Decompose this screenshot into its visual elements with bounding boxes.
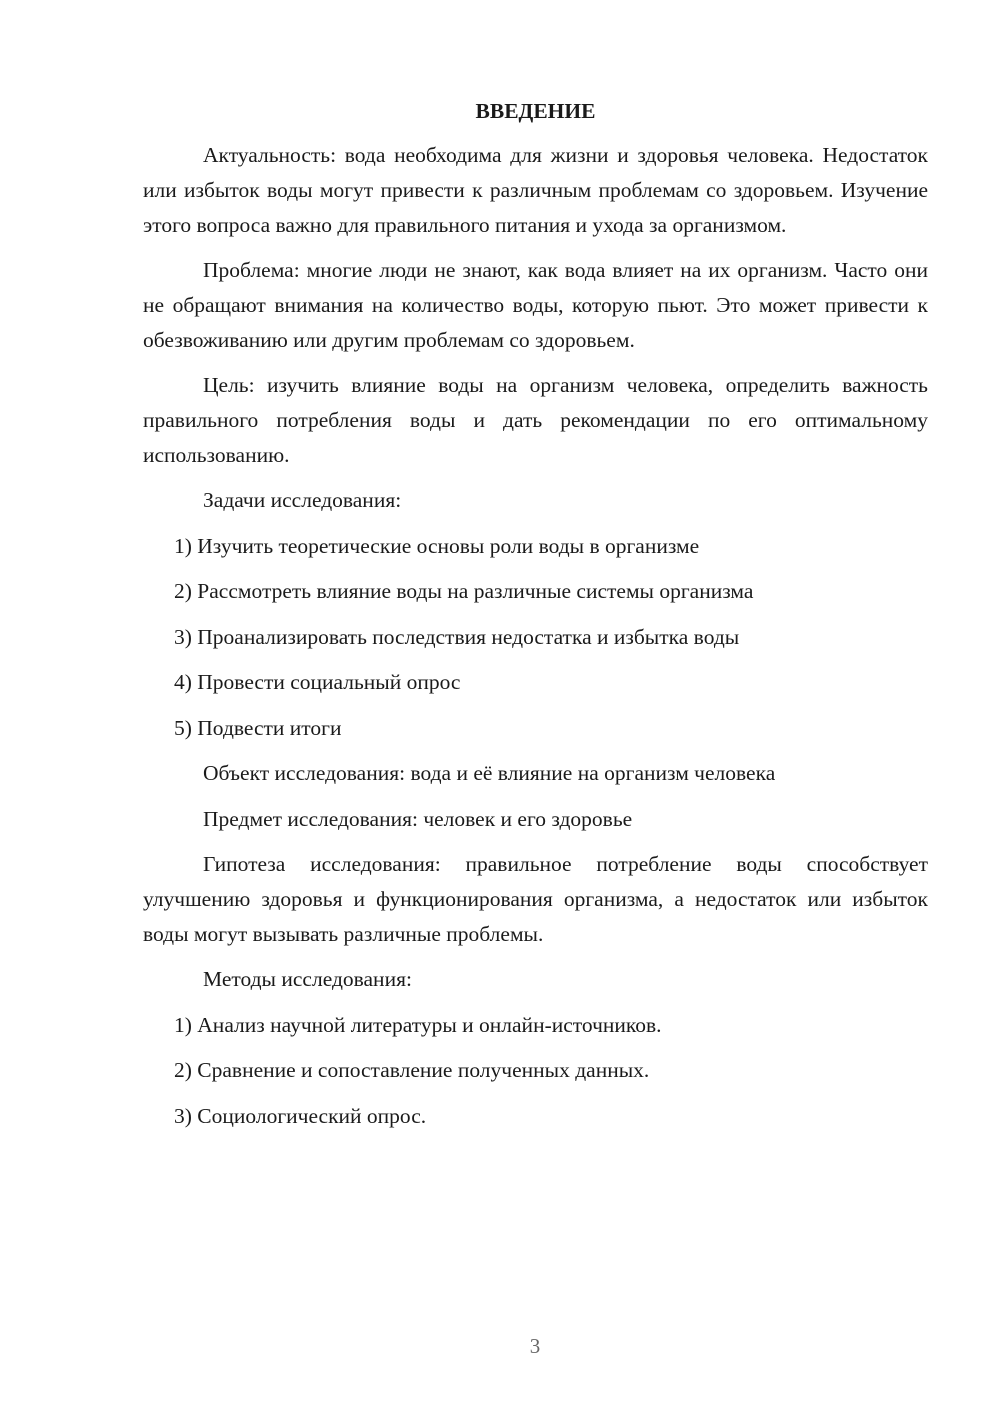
task-item: 1) Изучить теоретические основы роли воды в организме: [174, 533, 700, 558]
section-heading: ВВЕДЕНИЕ: [475, 99, 596, 123]
method-item: 3) Социологический опрос.: [174, 1103, 427, 1128]
page-content: [143, 95, 928, 1144]
method-item: 2) Сравнение и сопоставление полученных данных.: [174, 1058, 650, 1082]
task-item: 3) Проанализировать последствия недостатка и избытка воды: [174, 624, 740, 649]
page-number: 3: [529, 1334, 541, 1358]
task-item: 2) Рассмотреть влияние воды на различные системы организма: [174, 579, 754, 603]
tasks-heading: Задачи исследования:: [203, 488, 402, 512]
methods-heading: Методы исследования:: [203, 967, 412, 991]
task-item: 5) Подвести итоги: [174, 715, 342, 740]
relevance-paragraph: Актуальность: вода необходима для жизни и здоровья человека. Недостаток или избыток воды могут привести к различным проблемам со здоровьем. Изучение этого вопроса важно для правильного питания и ухода за организмом.: [143, 143, 928, 237]
task-item: 4) Провести социальный опрос: [174, 670, 461, 694]
method-item: 1) Анализ научной литературы и онлайн-источников.: [174, 1012, 662, 1037]
problem-paragraph: Проблема: многие люди не знают, как вода влияет на их организм. Часто они не обращают внимания на количество воды, которую пьют. Это может привести к обезвоживанию или другим проблемам со здоровьем.: [143, 258, 928, 352]
goal-paragraph: Цель: изучить влияние воды на организм человека, определить важность правильного потребления воды и дать рекомендации по его оптимальному использованию.: [143, 373, 928, 467]
subject-line: Предмет исследования: человек и его здоровье: [203, 806, 633, 831]
object-line: Объект исследования: вода и её влияние на организм человека: [203, 761, 776, 785]
hypothesis-paragraph: Гипотеза исследования: правильное потребление воды способствует улучшению здоровья и функционирования организма, а недостаток или избыток воды могут вызывать различные проблемы.: [143, 852, 928, 946]
